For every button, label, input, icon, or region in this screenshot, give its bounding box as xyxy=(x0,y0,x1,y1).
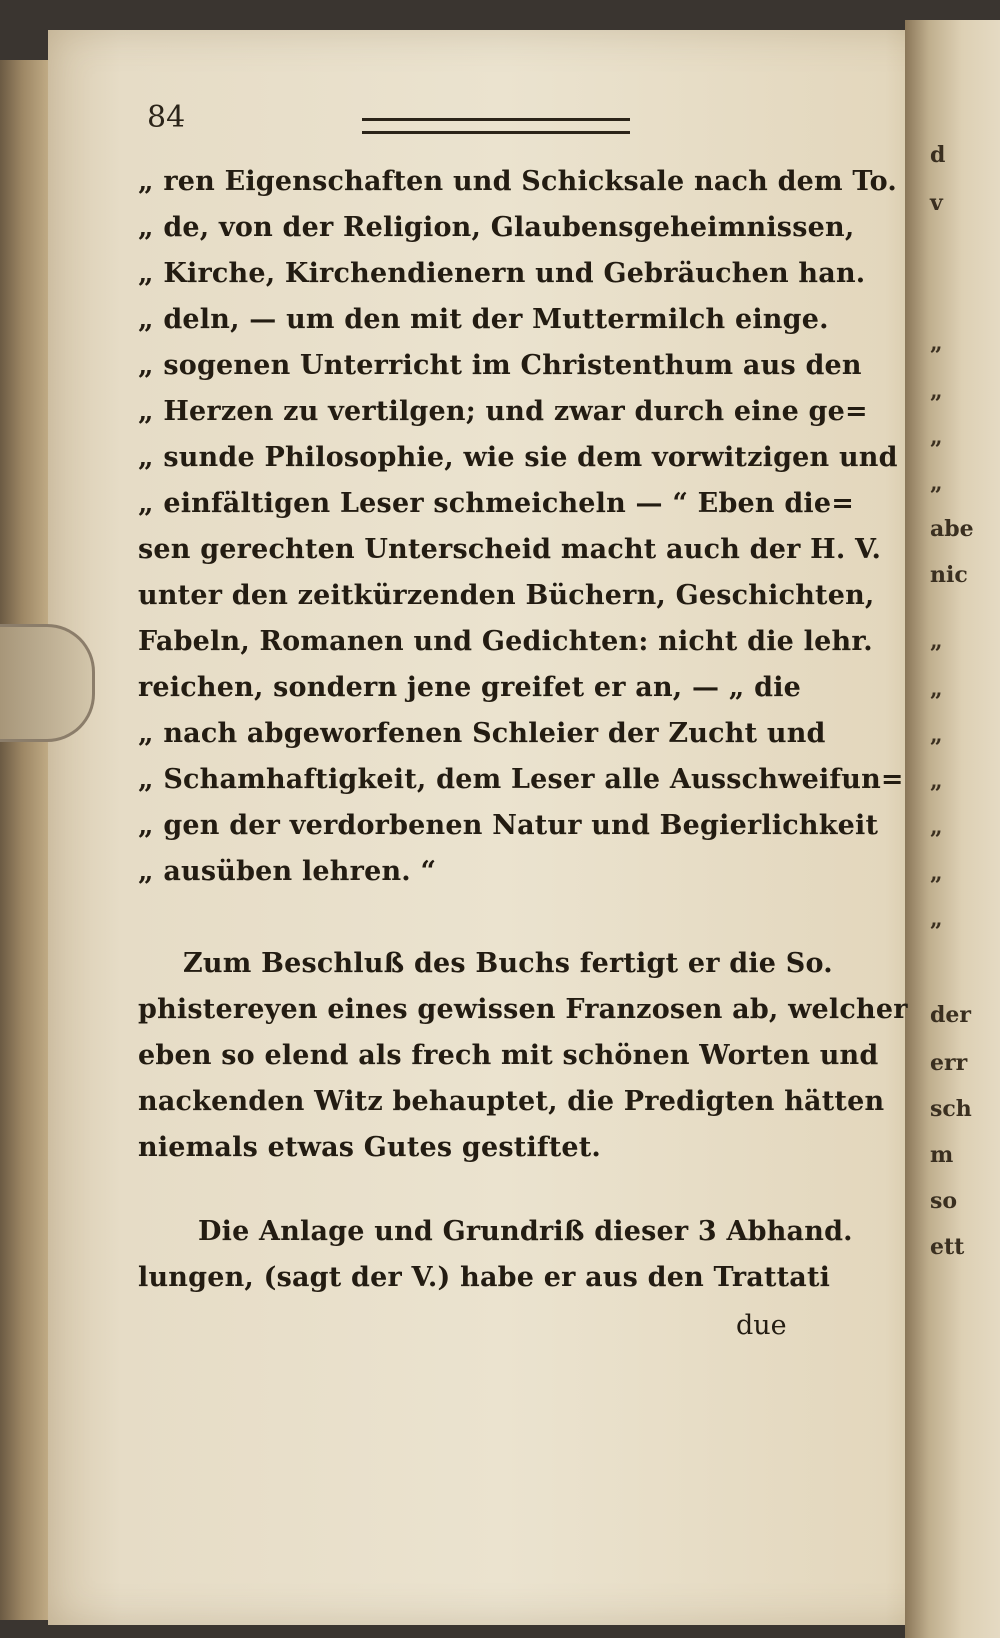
facing-fragment: „ xyxy=(930,814,943,840)
catchword: due xyxy=(736,1310,787,1341)
facing-fragment: „ xyxy=(930,906,943,932)
facing-fragment: der xyxy=(930,1002,971,1028)
facing-page-edge xyxy=(905,20,1000,1638)
text-line: „ sunde Philosophie, wie sie dem vorwitzigen und xyxy=(138,442,898,473)
page-number: 84 xyxy=(147,100,186,135)
facing-fragment: „ xyxy=(930,860,943,886)
facing-fragment: m xyxy=(930,1142,954,1168)
left-page-edges xyxy=(0,60,55,1620)
facing-fragment: „ xyxy=(930,722,943,748)
facing-fragment: d xyxy=(930,142,946,168)
text-line: „ einfältigen Leser schmeicheln — “ Eben die= xyxy=(138,488,855,519)
text-line: sen gerechten Unterscheid macht auch der H. V. xyxy=(138,534,882,565)
paragraph-first-line: Zum Beschluß des Buchs fertigt er die So. xyxy=(183,948,833,979)
header-rule xyxy=(362,118,630,134)
facing-fragment: v xyxy=(930,190,943,216)
facing-fragment: err xyxy=(930,1050,968,1076)
text-line: reichen, sondern jene greifet er an, — „ die xyxy=(138,672,802,703)
text-line: lungen, (sagt der V.) habe er aus den Trattati xyxy=(138,1262,831,1293)
facing-fragment: sch xyxy=(930,1096,972,1122)
text-line: „ Schamhaftigkeit, dem Leser alle Ausschweifun= xyxy=(138,764,904,795)
paragraph-first-line: Die Anlage und Grundriß dieser 3 Abhand. xyxy=(198,1216,853,1247)
text-line: „ de, von der Religion, Glaubensgeheimnissen, xyxy=(138,212,855,243)
facing-fragment: so xyxy=(930,1188,958,1214)
text-line: „ ausüben lehren. “ xyxy=(138,856,437,887)
facing-fragment: „ xyxy=(930,378,943,404)
text-line: Fabeln, Romanen und Gedichten: nicht die lehr. xyxy=(138,626,873,657)
facing-fragment: „ xyxy=(930,470,943,496)
facing-fragment: „ xyxy=(930,768,943,794)
text-line: unter den zeitkürzenden Büchern, Geschichten, xyxy=(138,580,875,611)
text-line: „ nach abgeworfenen Schleier der Zucht und xyxy=(138,718,826,749)
text-line: niemals etwas Gutes gestiftet. xyxy=(138,1132,602,1163)
text-line: „ ren Eigenschaften und Schicksale nach dem To. xyxy=(138,166,897,197)
facing-fragment: „ xyxy=(930,424,943,450)
text-line: „ deln, — um den mit der Muttermilch einge. xyxy=(138,304,829,335)
text-line: „ gen der verdorbenen Natur und Begierlichkeit xyxy=(138,810,879,841)
text-line: „ sogenen Unterricht im Christenthum aus den xyxy=(138,350,862,381)
text-line: „ Herzen zu vertilgen; und zwar durch eine ge= xyxy=(138,396,868,427)
facing-fragment: abe xyxy=(930,516,974,542)
facing-fragment: „ xyxy=(930,676,943,702)
text-line: phistereyen eines gewissen Franzosen ab, welcher xyxy=(138,994,908,1025)
facing-fragment: nic xyxy=(930,562,968,588)
facing-fragment: „ xyxy=(930,330,943,356)
text-line: nackenden Witz behauptet, die Predigten hätten xyxy=(138,1086,885,1117)
facing-fragment: ett xyxy=(930,1234,965,1260)
clip-bookmark xyxy=(0,624,95,742)
text-line: eben so elend als frech mit schönen Worten und xyxy=(138,1040,879,1071)
text-line: „ Kirche, Kirchendienern und Gebräuchen han. xyxy=(138,258,866,289)
facing-fragment: „ xyxy=(930,628,943,654)
